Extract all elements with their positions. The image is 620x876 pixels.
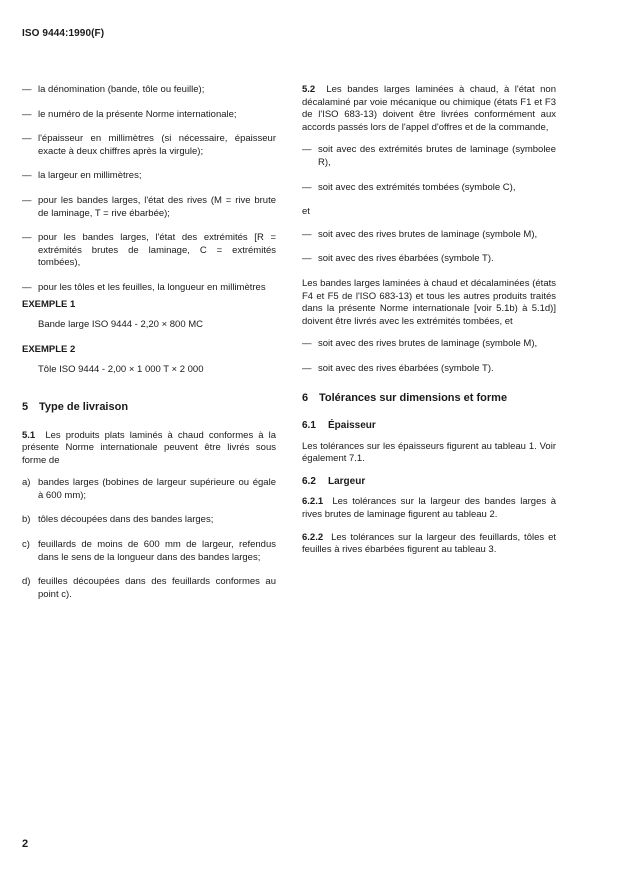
document-reference: ISO 9444:1990(F) [22,28,105,39]
list-item: — pour les bandes larges, l'état des extrémités [R = extrémités brutes de laminage, C = extrémités tombées), [22,232,276,269]
list-item: — soit avec des rives brutes de laminage (symbole M), [302,228,538,240]
example-1-label: EXEMPLE 1 [22,298,76,310]
clause-6-2-1: 6.2.1 Les tolérances sur la largeur des bandes larges à rives brutes de laminage figurent au tableau 2. [302,496,556,521]
example-1-text: Bande large ISO 9444 - 2,20 × 800 MC [38,319,204,331]
subsection-6-1-heading: 6.1 Épaisseur [302,420,376,432]
list-item: — soit avec des extrémités brutes de laminage (symbolee R), [302,144,556,168]
list-item: — la largeur en millimètres; [22,170,142,182]
list-item: — soit avec des rives ébarbées (symbole T). [302,253,494,265]
page-number: 2 [22,838,29,850]
list-item: — l'épaisseur en millimètres (si nécessaire, épaisseur exacte à deux chiffres après la virgule); [22,133,276,157]
example-2-text: Tôle ISO 9444 - 2,00 × 1 000 T × 2 000 [38,364,204,376]
list-item: — soit avec des extrémités tombées (symbole C), [302,181,516,193]
list-item: — la dénomination (bande, tôle ou feuille); [22,84,205,95]
list-item: c) feuillards de moins de 600 mm de largeur, refendus dans le sens de la longueur dans des bandes larges; [22,539,276,563]
clause-5-2-para-2: Les bandes larges laminées à chaud et décalaminées (états F4 et F5 de l'ISO 683-13) et tous les autres produits traités dans la présente Norme internationale [voir 5.1b) à 5.1d)] doivent être livrés avec les extrémités tombées, et [302,277,556,327]
example-2-label: EXEMPLE 2 [22,343,76,355]
list-item: b) tôles découpées dans des bandes larges; [22,514,214,526]
list-item: — soit avec des rives brutes de laminage (symbole M), [302,338,538,350]
subsection-6-2-heading: 6.2 Largeur [302,475,366,487]
clause-6-2-2: 6.2.2 Les tolérances sur la largeur des feuillards, tôles et feuilles à rives ébarbées figurent au tableau 3. [302,531,557,556]
list-item: — le numéro de la présente Norme internationale; [22,108,237,120]
list-item: a) bandes larges (bobines de largeur supérieure ou égale à 600 mm); [22,477,276,501]
conjunction-et: et [302,206,310,218]
list-item: — pour les tôles et les feuilles, la longueur en millimètres [22,281,266,293]
list-item: d) feuilles découpées dans des feuillards conformes au point c). [22,576,276,600]
section-5-heading: 5 Type de livraison [22,400,129,413]
left-column [22,84,276,613]
list-item: — soit avec des rives ébarbées (symbole T). [302,362,494,374]
clause-5-2: 5.2 Les bandes larges laminées à chaud, à l'état non décalaminé par voie mécanique ou chimique (états F1 et F3 de l'ISO 683-13) doivent être livrées conformément aux accords passés lors de l'appel d'offres et de la commande, [302,84,556,133]
clause-6-1: Les tolérances sur les épaisseurs figurent au tableau 1. Voir également 7.1. [302,440,556,465]
list-item: — pour les bandes larges, l'état des rives (M = rive brute de laminage, T = rive ébarbée); [22,194,276,219]
clause-5-1: 5.1 Les produits plats laminés à chaud conformes à la présente Norme internationale peuvent être livrés sous forme de [22,429,276,466]
right-column [302,84,556,567]
section-6-heading: 6 Tolérances sur dimensions et forme [302,391,508,404]
